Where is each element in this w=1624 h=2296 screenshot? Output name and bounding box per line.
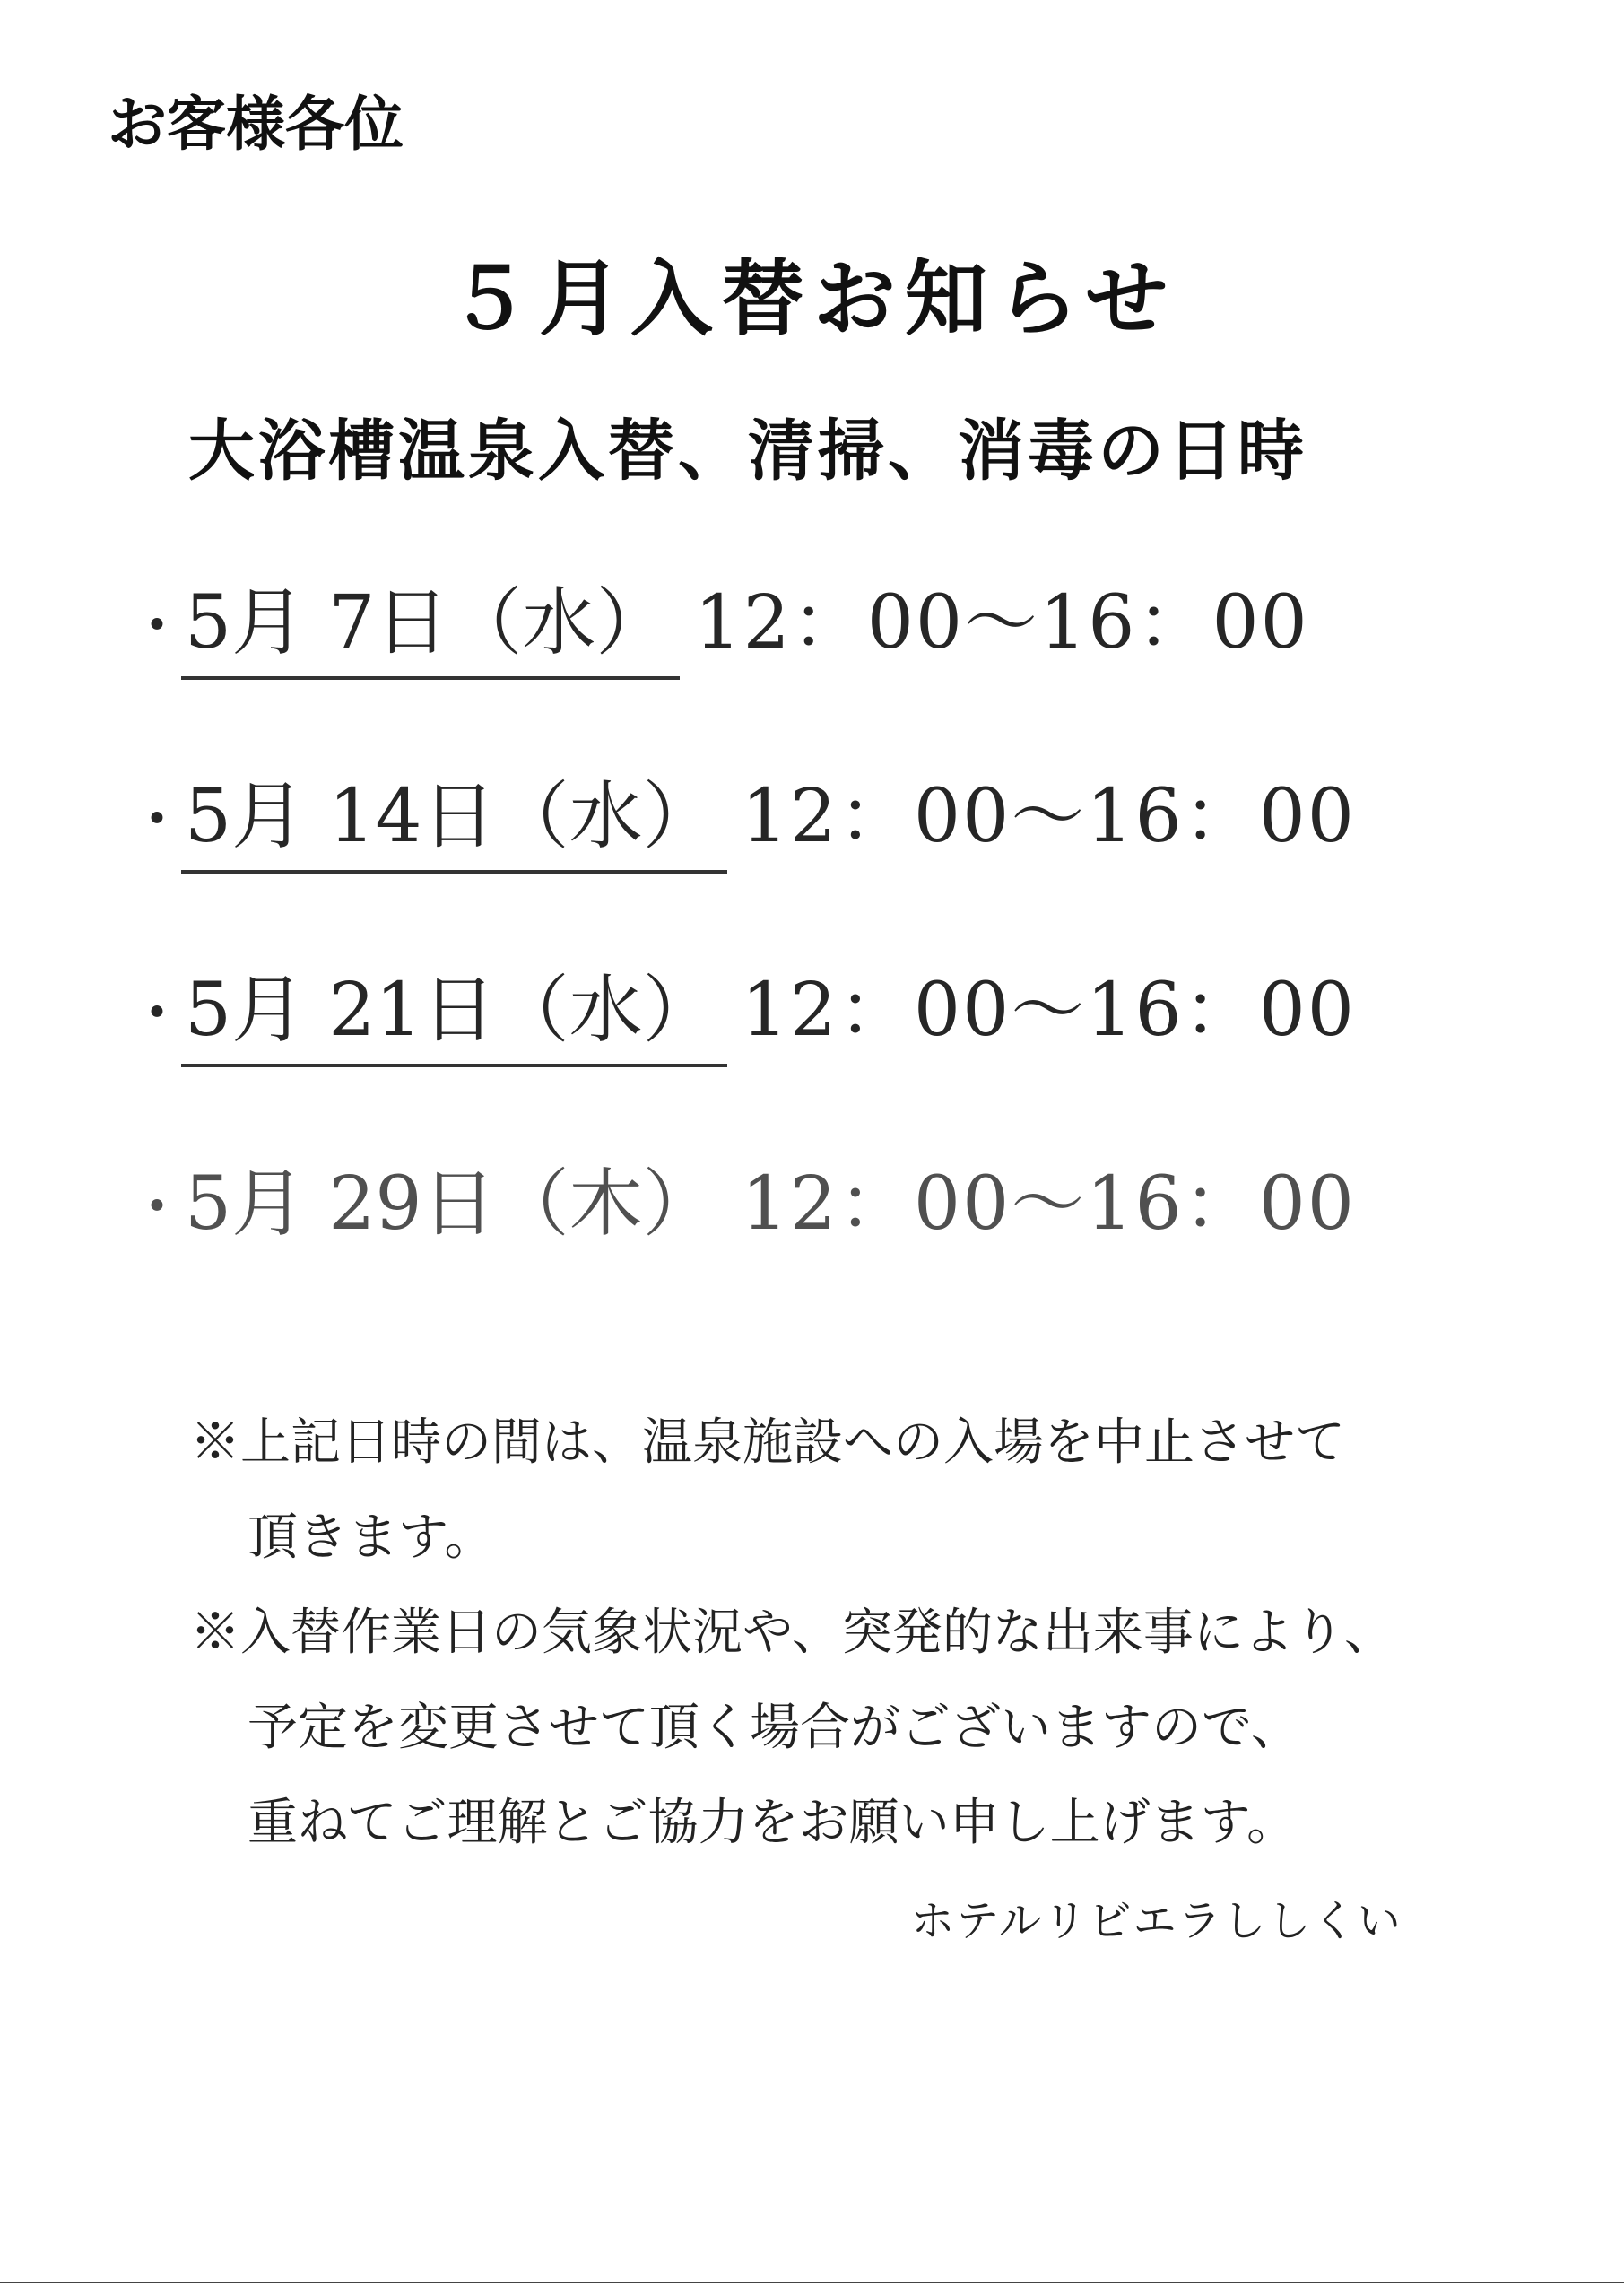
- schedule-item: [126, 1155, 1356, 1254]
- schedule-item: [126, 961, 1356, 1060]
- schedule-date: 5月 29日（木）: [185, 1161, 716, 1247]
- note-line: ※上記日時の間は、温泉施設への入場を中止させて: [190, 1413, 1345, 1472]
- page-title: ５月入替お知らせ: [447, 250, 1177, 347]
- schedule-date: 5月 7日（水）: [185, 574, 669, 673]
- salutation: お客様各位: [108, 89, 404, 159]
- bullet: ・: [126, 1170, 188, 1244]
- schedule-date: 5月 21日（水）: [185, 961, 716, 1060]
- note-line: 予定を変更させて頂く場合がございますので、: [248, 1699, 1301, 1757]
- bullet: ・: [126, 783, 188, 857]
- schedule-item: [126, 574, 1309, 673]
- schedule-time: 12：00～16：00: [694, 580, 1309, 665]
- signature: ホテルリビエラししくい: [911, 1896, 1403, 1946]
- schedule-item: [126, 768, 1356, 866]
- bullet: ・: [126, 977, 188, 1050]
- bottom-divider: [0, 2282, 1624, 2283]
- note-line: 重ねてご理解とご協力をお願い申し上げます。: [248, 1794, 1298, 1852]
- schedule-date: 5月 14日（水）: [185, 768, 716, 866]
- note-line: ※入替作業日の気象状況や、突発的な出来事により、: [190, 1604, 1394, 1662]
- schedule-time: 12：00～16：00: [741, 774, 1356, 859]
- bullet: ・: [126, 589, 188, 663]
- subtitle: 大浴槽温泉入替、清掃、消毒の日時: [188, 413, 1307, 490]
- schedule-time: 12：00～16：00: [741, 1161, 1356, 1247]
- schedule-time: 12：00～16：00: [741, 968, 1356, 1053]
- note-line: 頂きます。: [248, 1509, 495, 1567]
